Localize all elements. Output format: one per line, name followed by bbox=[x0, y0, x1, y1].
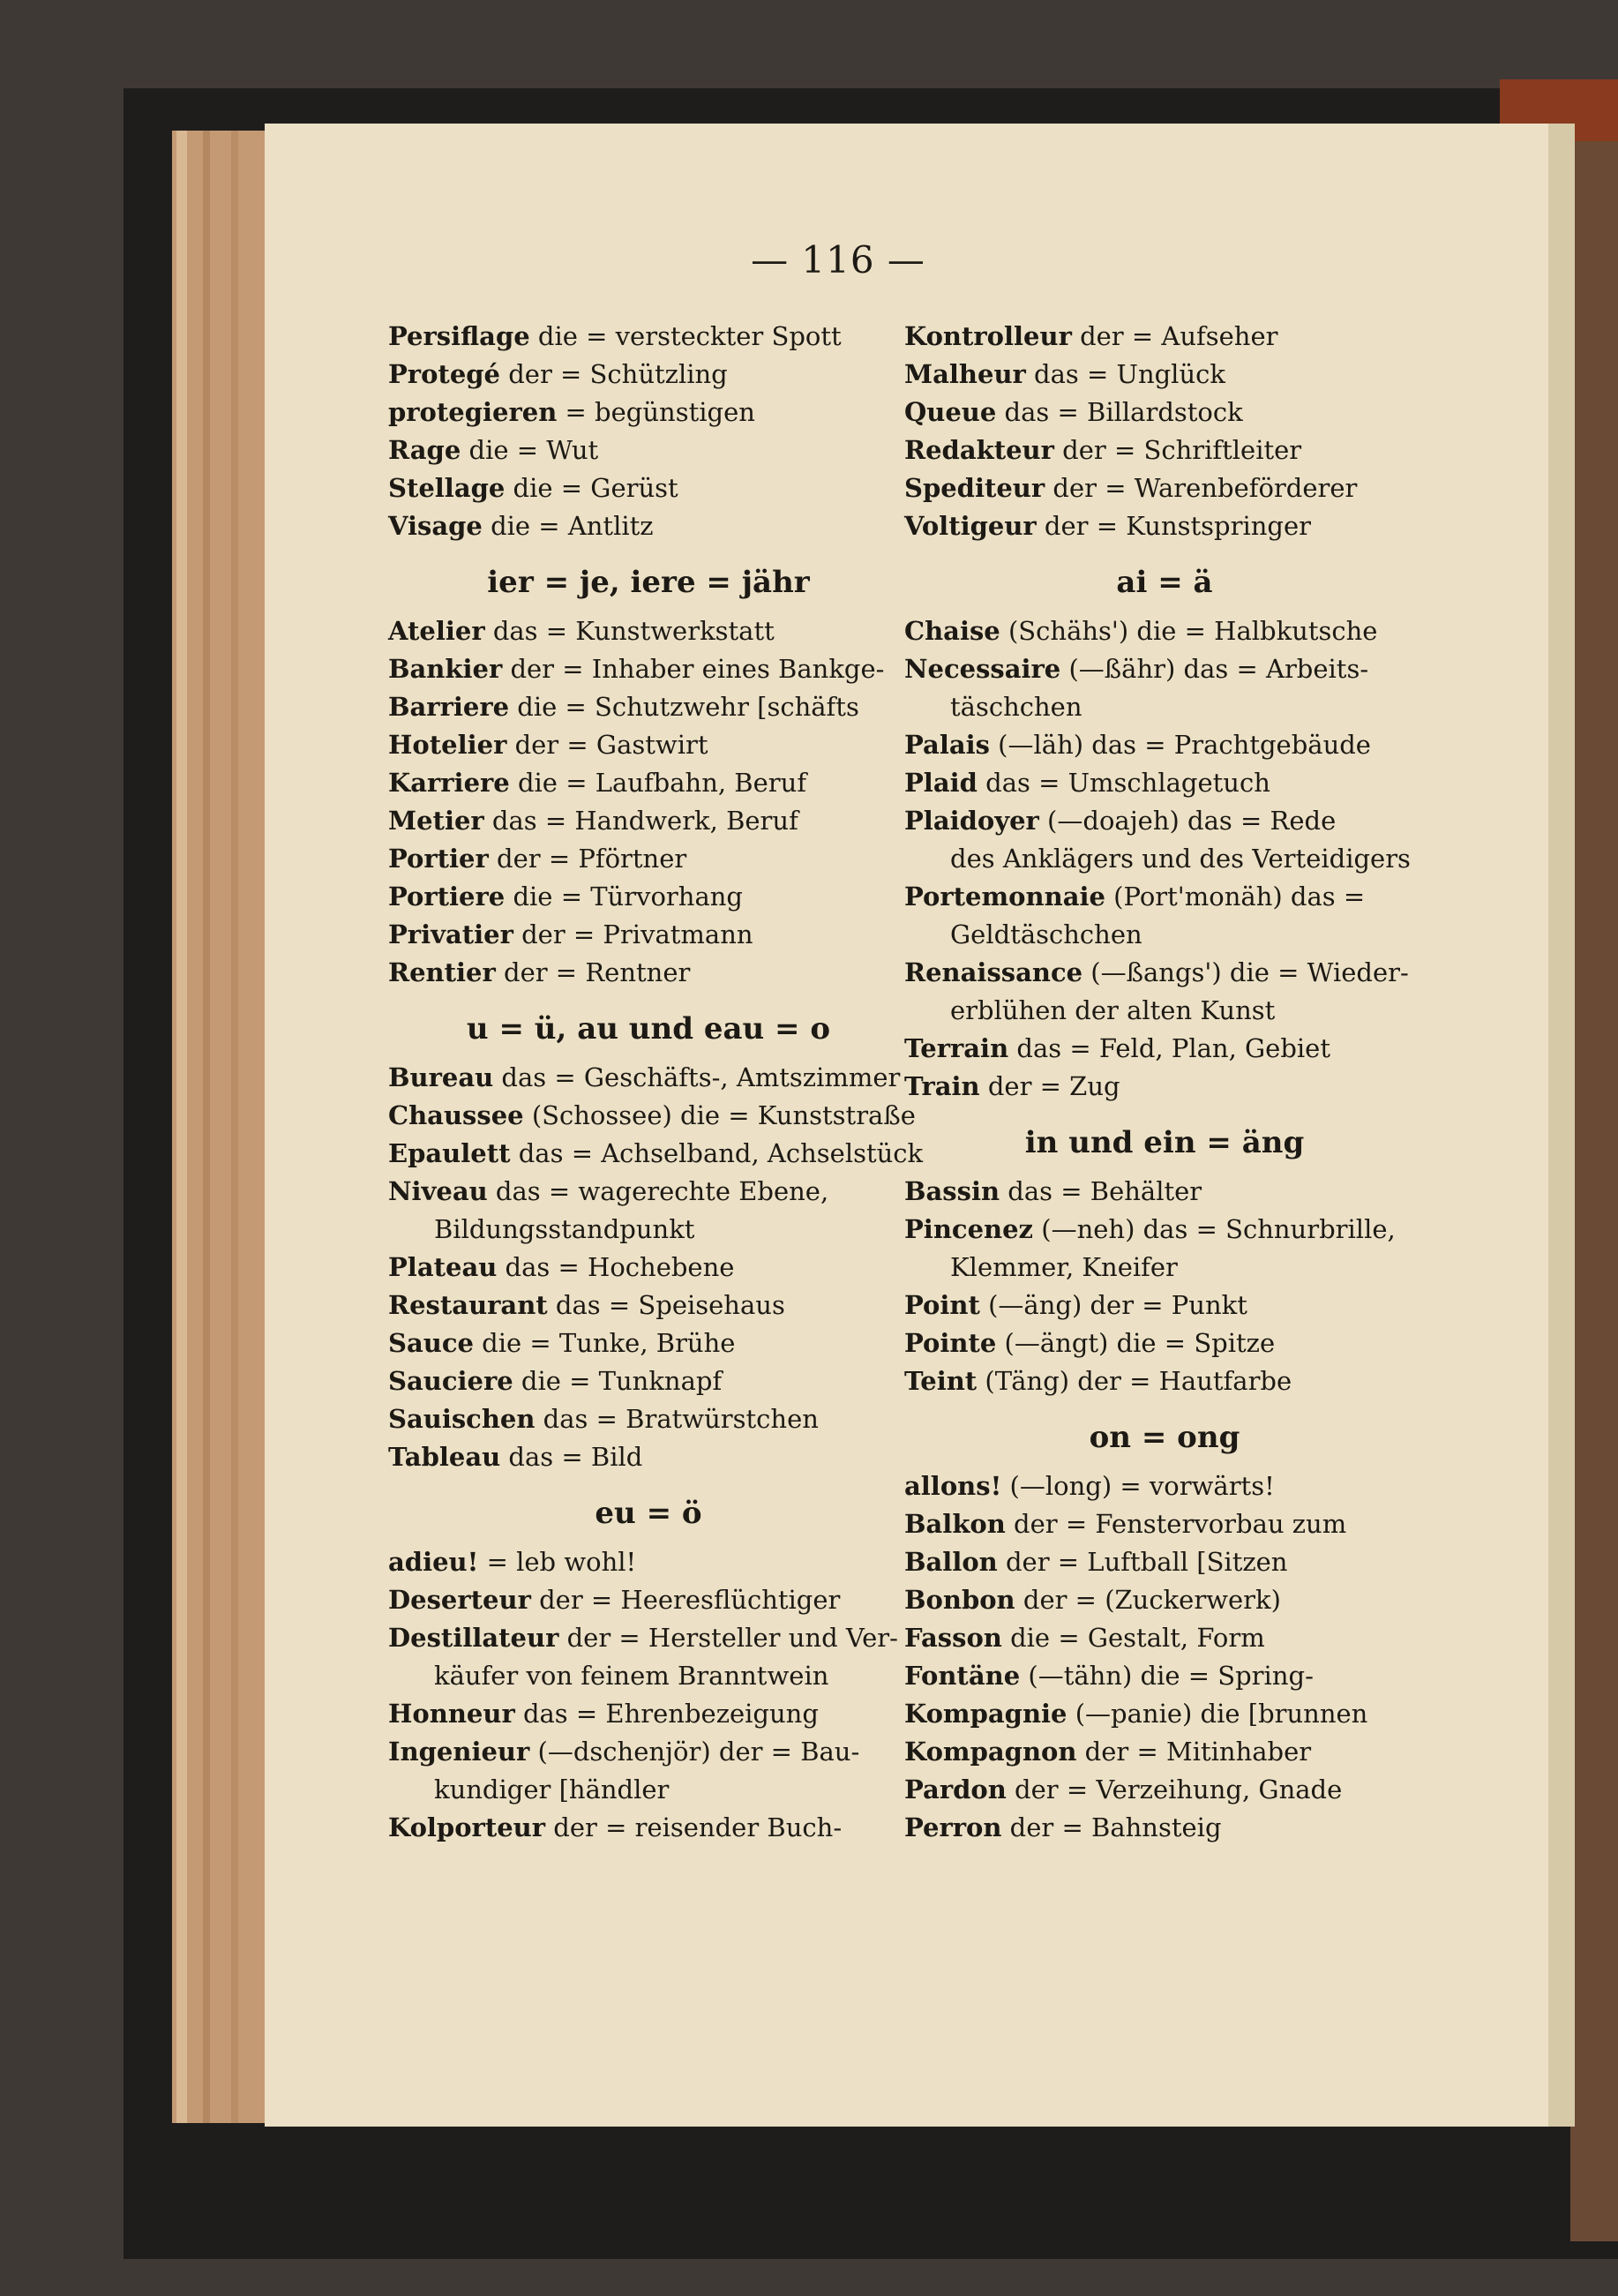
entry-headword: Kontrolleur bbox=[904, 321, 1072, 351]
entry-definition: der = Hersteller und Ver- bbox=[558, 1623, 898, 1653]
dictionary-entry bbox=[388, 318, 909, 356]
entry-continuation: täschchen bbox=[950, 692, 1082, 722]
entry-definition: der = Luftball [Sitzen bbox=[997, 1547, 1288, 1577]
section-heading: on = ong bbox=[1089, 1420, 1240, 1455]
entry-definition: der = Verzeihung, Gnade bbox=[1006, 1775, 1343, 1805]
entry-definition: die = Türvorhang bbox=[505, 882, 744, 912]
entry-headword: Fasson bbox=[904, 1623, 1002, 1653]
section-heading: ai = ä bbox=[1116, 565, 1213, 600]
page-stack-line-1 bbox=[203, 131, 210, 2123]
entry-definition: der = Pförtner bbox=[488, 844, 687, 874]
entry-headword: Redakteur bbox=[904, 435, 1054, 465]
dictionary-entry bbox=[904, 394, 1425, 431]
entry-definition: (—panie) die [brunnen bbox=[1067, 1699, 1368, 1729]
entry-headword: Hotelier bbox=[388, 730, 507, 760]
entry-definition: (—äng) der = Punkt bbox=[979, 1290, 1247, 1320]
entry-headword: Pointe bbox=[904, 1328, 997, 1358]
entry-headword: Rentier bbox=[388, 957, 496, 987]
entry-definition: die = Antlitz bbox=[482, 511, 654, 541]
entry-headword: allons! bbox=[904, 1471, 1002, 1501]
entry-definition: (Täng) der = Hautfarbe bbox=[977, 1366, 1292, 1396]
entry-headword: Pardon bbox=[904, 1775, 1007, 1805]
entry-definition: (Schossee) die = Kunststraße bbox=[523, 1100, 916, 1130]
entry-continuation: käufer von feinem Branntwein bbox=[434, 1661, 829, 1691]
entry-definition: die = Gestalt, Form bbox=[1001, 1623, 1265, 1653]
entry-definition: (—ßangs') die = Wieder- bbox=[1082, 957, 1409, 987]
dictionary-entry bbox=[388, 1400, 909, 1438]
dictionary-entry bbox=[904, 1695, 1425, 1733]
entry-continuation: kundiger [händler bbox=[434, 1775, 670, 1805]
entry-definition: (Schähs') die = Halbkutsche bbox=[1000, 616, 1378, 646]
dictionary-entry bbox=[904, 726, 1425, 764]
entry-definition: das = Behälter bbox=[1000, 1176, 1202, 1206]
entry-definition: der = Bahnsteig bbox=[1001, 1812, 1222, 1842]
dictionary-entry bbox=[388, 1173, 909, 1211]
entry-definition: (—long) = vorwärts! bbox=[1001, 1471, 1275, 1501]
dictionary-entry bbox=[904, 878, 1425, 916]
page-gutter-shadow bbox=[1548, 124, 1575, 2127]
entry-headword: Fontäne bbox=[904, 1661, 1021, 1691]
dictionary-entry bbox=[904, 1733, 1425, 1771]
dictionary-entry bbox=[388, 1619, 909, 1657]
dictionary-entry bbox=[904, 507, 1425, 545]
entry-definition: der = reisender Buch- bbox=[545, 1812, 843, 1842]
dictionary-entry bbox=[388, 1438, 909, 1476]
entry-headword: Stellage bbox=[388, 473, 506, 503]
entry-definition: die = Tunknapf bbox=[513, 1366, 723, 1396]
entry-headword: Bankier bbox=[388, 654, 503, 684]
dictionary-entry bbox=[904, 469, 1425, 507]
entry-definition: (—neh) das = Schnurbrille, bbox=[1033, 1214, 1396, 1244]
entry-definition: das = Billardstock bbox=[996, 397, 1243, 427]
section-heading: u = ü, au und eau = o bbox=[466, 1011, 831, 1047]
entry-definition: die = Wut bbox=[461, 435, 599, 465]
right-column bbox=[904, 318, 1425, 1847]
entry-definition: (—ängt) die = Spitze bbox=[996, 1328, 1276, 1358]
page-content bbox=[265, 212, 1412, 1977]
dictionary-entry bbox=[388, 1059, 909, 1097]
dictionary-entry bbox=[904, 612, 1425, 650]
entry-headword: Tableau bbox=[388, 1442, 501, 1472]
entry-headword: Ingenieur bbox=[388, 1737, 530, 1767]
entry-headword: Train bbox=[904, 1071, 980, 1101]
entry-definition: (Port'monäh) das = bbox=[1105, 882, 1366, 912]
entry-headword: Kompagnie bbox=[904, 1699, 1067, 1729]
entry-headword: Perron bbox=[904, 1812, 1002, 1842]
entry-headword: Visage bbox=[388, 511, 483, 541]
cover-right-edge bbox=[1570, 141, 1618, 2241]
entry-definition: die = Laufbahn, Beruf bbox=[509, 768, 807, 798]
entry-headword: Atelier bbox=[388, 616, 485, 646]
entry-definition: die = versteckter Spott bbox=[529, 321, 842, 351]
entry-headword: Ballon bbox=[904, 1547, 998, 1577]
entry-continuation: erblühen der alten Kunst bbox=[950, 995, 1276, 1025]
entry-headword: Honneur bbox=[388, 1699, 515, 1729]
entry-headword: Protegé bbox=[388, 359, 501, 389]
entry-headword: Sauischen bbox=[388, 1404, 536, 1434]
entry-headword: Portiere bbox=[388, 882, 506, 912]
page-stack-highlight bbox=[176, 131, 187, 2123]
entry-definition: das = Bratwürstchen bbox=[535, 1404, 819, 1434]
dictionary-entry bbox=[388, 726, 909, 764]
dictionary-entry bbox=[388, 688, 909, 726]
entry-headword: Voltigeur bbox=[904, 511, 1037, 541]
entry-headword: Epaulett bbox=[388, 1138, 511, 1168]
entry-headword: Niveau bbox=[388, 1176, 488, 1206]
entry-definition: der = Inhaber eines Bankge- bbox=[502, 654, 885, 684]
entry-headword: Chaise bbox=[904, 616, 1000, 646]
dictionary-entry bbox=[904, 1467, 1425, 1505]
entry-definition: die = Tunke, Brühe bbox=[473, 1328, 736, 1358]
dictionary-entry bbox=[388, 916, 909, 954]
dictionary-entry bbox=[904, 1211, 1425, 1249]
dictionary-entry bbox=[388, 1543, 909, 1581]
entry-headword: Kompagnon bbox=[904, 1737, 1077, 1767]
entry-definition: das = Feld, Plan, Gebiet bbox=[1008, 1033, 1330, 1063]
entry-definition: der = Schriftleiter bbox=[1053, 435, 1302, 465]
entry-definition: das = Handwerk, Beruf bbox=[483, 806, 798, 836]
entry-definition: der = Privatmann bbox=[513, 919, 753, 949]
dictionary-entry bbox=[904, 1287, 1425, 1324]
dictionary-entry bbox=[904, 318, 1425, 356]
entry-headword: Barriere bbox=[388, 692, 510, 722]
dictionary-entry bbox=[388, 1733, 909, 1771]
entry-continuation: Geldtäschchen bbox=[950, 919, 1142, 949]
section-heading: eu = ö bbox=[595, 1496, 702, 1531]
entry-headword: Chaussee bbox=[388, 1100, 524, 1130]
entry-headword: Pincenez bbox=[904, 1214, 1034, 1244]
dictionary-entry bbox=[388, 840, 909, 878]
entry-headword: Karriere bbox=[388, 768, 510, 798]
entry-headword: Plaid bbox=[904, 768, 978, 798]
dictionary-entry bbox=[388, 1695, 909, 1733]
entry-headword: Plateau bbox=[388, 1252, 498, 1282]
entry-continuation: des Anklägers und des Verteidigers bbox=[950, 844, 1411, 874]
dictionary-entry bbox=[904, 1173, 1425, 1211]
entry-headword: Metier bbox=[388, 806, 484, 836]
entry-definition: der = Warenbeförderer bbox=[1045, 473, 1358, 503]
entry-definition: = leb wohl! bbox=[478, 1547, 637, 1577]
entry-headword: Bureau bbox=[388, 1062, 494, 1092]
dictionary-entry bbox=[904, 431, 1425, 469]
entry-definition: das = Bild bbox=[500, 1442, 643, 1472]
entry-definition: (—tähn) die = Spring- bbox=[1020, 1661, 1314, 1691]
entry-definition: die = Schutzwehr [schäfts bbox=[509, 692, 859, 722]
entry-headword: Restaurant bbox=[388, 1290, 548, 1320]
dictionary-entry bbox=[388, 431, 909, 469]
dictionary-entry bbox=[388, 1249, 909, 1287]
dictionary-entry bbox=[904, 1543, 1425, 1581]
entry-headword: Kolporteur bbox=[388, 1812, 546, 1842]
entry-definition: die = Gerüst bbox=[505, 473, 678, 503]
entry-headword: Terrain bbox=[904, 1033, 1009, 1063]
dictionary-entry bbox=[904, 1657, 1425, 1695]
dictionary-entry bbox=[904, 1324, 1425, 1362]
dictionary-entry bbox=[904, 1581, 1425, 1619]
dictionary-entry bbox=[388, 1097, 916, 1135]
entry-continuation: Klemmer, Kneifer bbox=[950, 1252, 1178, 1282]
entry-definition: (—doajeh) das = Rede bbox=[1038, 806, 1337, 836]
dictionary-entry bbox=[388, 612, 909, 650]
entry-definition: (—läh) das = Prachtgebäude bbox=[989, 730, 1371, 760]
entry-headword: Balkon bbox=[904, 1509, 1006, 1539]
entry-definition: (—dschenjör) der = Bau- bbox=[529, 1737, 860, 1767]
entry-headword: Privatier bbox=[388, 919, 513, 949]
entry-headword: Destillateur bbox=[388, 1623, 559, 1653]
entry-definition: der = Gastwirt bbox=[506, 730, 708, 760]
entry-headword: Portemonnaie bbox=[904, 882, 1105, 912]
entry-headword: Necessaire bbox=[904, 654, 1061, 684]
dictionary-entry bbox=[904, 1068, 1425, 1106]
entry-headword: Sauce bbox=[388, 1328, 474, 1358]
entry-definition: der = Mitinhaber bbox=[1076, 1737, 1312, 1767]
entry-headword: Plaidoyer bbox=[904, 806, 1039, 836]
entry-definition: der = Schützling bbox=[500, 359, 728, 389]
left-column bbox=[388, 318, 924, 1847]
entry-headword: protegieren bbox=[388, 397, 558, 427]
dictionary-entry bbox=[904, 1505, 1425, 1543]
dictionary-entry bbox=[388, 1324, 909, 1362]
entry-headword: Malheur bbox=[904, 359, 1026, 389]
dictionary-entry bbox=[904, 650, 1425, 688]
dictionary-entry bbox=[904, 1771, 1425, 1809]
dictionary-entry bbox=[904, 764, 1425, 802]
entry-definition: der = Kunstspringer bbox=[1036, 511, 1312, 541]
entry-definition: das = Ehrenbezeigung bbox=[514, 1699, 819, 1729]
entry-definition: das = Hochebene bbox=[497, 1252, 735, 1282]
entry-definition: der = Zug bbox=[979, 1071, 1120, 1101]
dictionary-entry bbox=[388, 1287, 909, 1324]
dictionary-entry bbox=[388, 1362, 909, 1400]
entry-headword: Spediteur bbox=[904, 473, 1045, 503]
entry-headword: Bonbon bbox=[904, 1585, 1015, 1615]
entry-definition: = begünstigen bbox=[557, 397, 755, 427]
entry-headword: Bassin bbox=[904, 1176, 1000, 1206]
entry-definition: das = Umschlagetuch bbox=[977, 768, 1270, 798]
entry-headword: Queue bbox=[904, 397, 997, 427]
entry-continuation: Bildungsstandpunkt bbox=[434, 1214, 695, 1244]
dictionary-entry bbox=[904, 1809, 1425, 1847]
dictionary-entry bbox=[388, 394, 909, 431]
entry-definition: das = Achselband, Achselstück bbox=[510, 1138, 924, 1168]
entry-definition: das = wagerechte Ebene, bbox=[487, 1176, 829, 1206]
entry-headword: Deserteur bbox=[388, 1585, 531, 1615]
dictionary-entry bbox=[388, 878, 909, 916]
section-heading: in und ein = äng bbox=[1024, 1125, 1305, 1160]
dictionary-entry bbox=[904, 802, 1425, 840]
entry-definition: der = Rentner bbox=[495, 957, 691, 987]
dictionary-entry bbox=[388, 356, 909, 394]
dictionary-entry bbox=[388, 1581, 909, 1619]
entry-headword: Portier bbox=[388, 844, 489, 874]
dictionary-entry bbox=[388, 802, 909, 840]
entry-headword: Palais bbox=[904, 730, 990, 760]
dictionary-entry bbox=[904, 954, 1425, 992]
dictionary-entry bbox=[388, 1809, 909, 1847]
dictionary-entry bbox=[904, 356, 1425, 394]
dictionary-entry bbox=[904, 1030, 1425, 1068]
entry-definition: der = Aufseher bbox=[1071, 321, 1278, 351]
entry-headword: Renaissance bbox=[904, 957, 1083, 987]
entry-definition: der = (Zuckerwerk) bbox=[1015, 1585, 1281, 1615]
dictionary-entry bbox=[904, 1362, 1425, 1400]
dictionary-entry bbox=[904, 1619, 1425, 1657]
entry-headword: Rage bbox=[388, 435, 461, 465]
entry-definition: (—ßähr) das = Arbeits- bbox=[1060, 654, 1369, 684]
dictionary-entry bbox=[388, 764, 909, 802]
entry-headword: adieu! bbox=[388, 1547, 479, 1577]
page-stack-line-2 bbox=[231, 131, 238, 2123]
entry-definition: das = Geschäfts-, Amtszimmer bbox=[493, 1062, 901, 1092]
dictionary-entry bbox=[388, 469, 909, 507]
entry-headword: Persiflage bbox=[388, 321, 530, 351]
entry-definition: der = Heeresflüchtiger bbox=[530, 1585, 841, 1615]
section-heading: ier = je, iere = jähr bbox=[487, 565, 810, 600]
dictionary-entry bbox=[388, 954, 909, 992]
entry-headword: Point bbox=[904, 1290, 980, 1320]
entry-headword: Teint bbox=[904, 1366, 978, 1396]
dictionary-entry bbox=[388, 1135, 924, 1173]
entry-definition: das = Speisehaus bbox=[547, 1290, 785, 1320]
entry-definition: das = Kunstwerkstatt bbox=[484, 616, 775, 646]
dictionary-entry bbox=[388, 650, 909, 688]
dictionary-entry bbox=[388, 507, 909, 545]
entry-definition: das = Unglück bbox=[1025, 359, 1225, 389]
page-number: — 116 — bbox=[751, 238, 925, 281]
entry-headword: Sauciere bbox=[388, 1366, 513, 1396]
entry-definition: der = Fenstervorbau zum bbox=[1005, 1509, 1347, 1539]
